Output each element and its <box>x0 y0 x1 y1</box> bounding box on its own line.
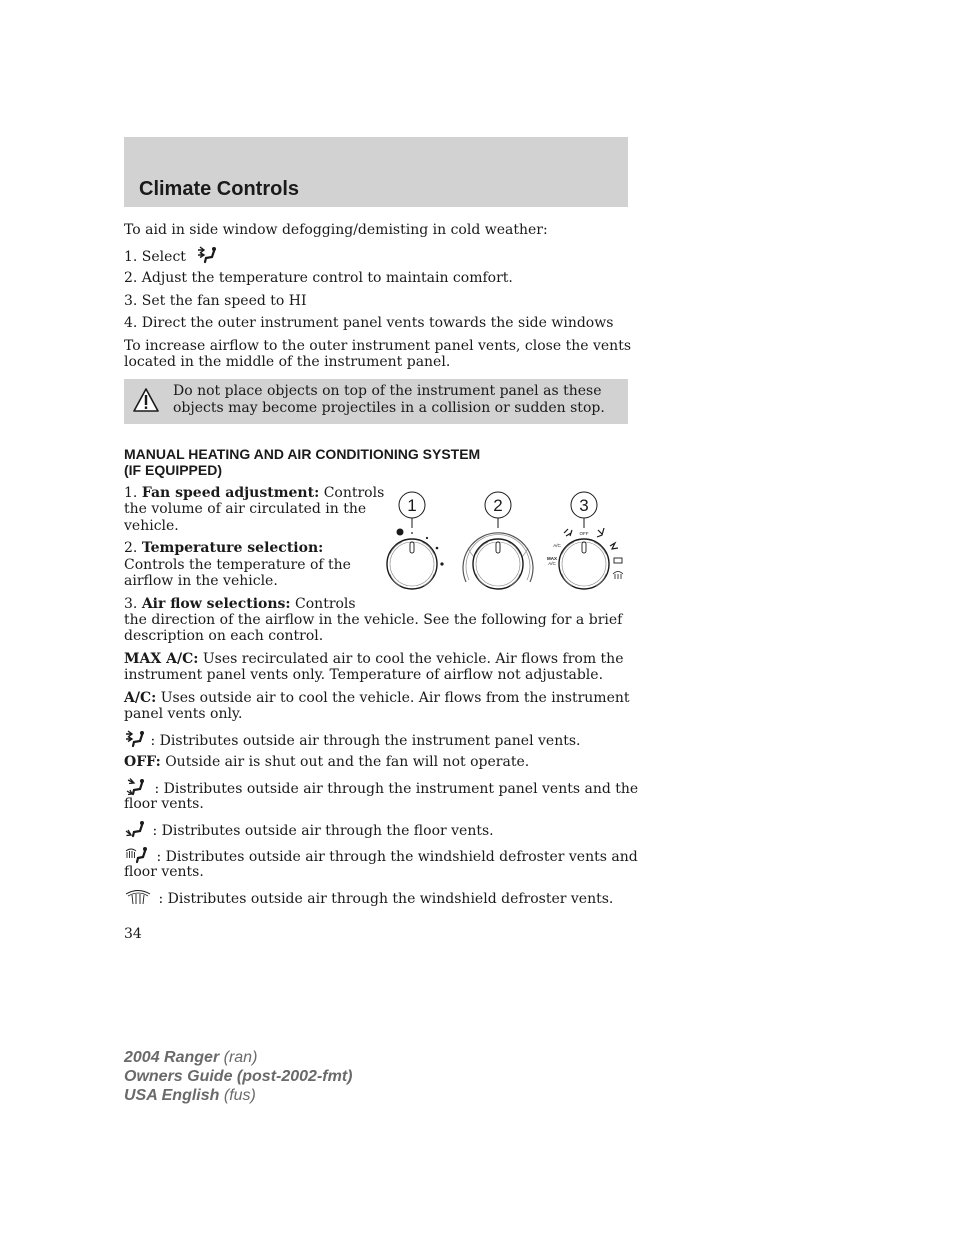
footer-line2: Owners Guide (post-2002-fmt) <box>124 1068 353 1085</box>
temp-label: Temperature selection: <box>141 540 324 556</box>
section-heading-line1: MANUAL HEATING AND AIR CONDITIONING SYSTEM <box>124 446 481 462</box>
floor-defrost-mini-icon <box>614 558 622 563</box>
floor-mini-icon <box>610 543 618 549</box>
defrost-mini-icon <box>613 572 623 580</box>
defrost-mode <box>124 888 613 910</box>
page-number: 34 <box>124 926 142 942</box>
callout-1 <box>399 492 425 528</box>
off-text: Outside air is shut out and the fan will not operate. <box>165 754 530 770</box>
fan-desc-line3: vehicle. <box>124 518 179 534</box>
max-ac-line1 <box>124 651 623 667</box>
floor-defrost-text1: : Distributes outside air through the windshield defroster vents and <box>156 849 638 865</box>
warning-line2: objects may become projectiles in a collision or sudden stop. <box>173 400 605 416</box>
callout-2 <box>485 492 511 528</box>
section-heading <box>124 446 480 478</box>
panel-mode <box>124 730 581 752</box>
page-title: Climate Controls <box>139 178 300 200</box>
fan-speed-knob[interactable] <box>387 529 444 590</box>
intro-text: To aid in side window defogging/demisting in cold weather: <box>124 222 548 238</box>
fan-label: Fan speed adjustment: <box>141 485 320 501</box>
airflow-note-line2: located in the middle of the instrument panel. <box>124 354 451 370</box>
floor-mode <box>124 820 494 842</box>
footer-line3: USA English (fus) <box>124 1087 256 1104</box>
ac-line1 <box>124 690 630 706</box>
max-ac-label: MAX A/C: <box>124 651 199 667</box>
max-ac-line2: instrument panel vents only. Temperature of airflow not adjustable. <box>124 667 604 683</box>
flow-text1: Controls <box>295 596 356 612</box>
fan-desc-line1 <box>124 485 384 501</box>
warning-triangle-icon <box>132 387 160 417</box>
off-label: OFF: <box>124 754 161 770</box>
panel-vent-mini-icon <box>564 529 572 536</box>
floor-vent-icon <box>124 820 148 842</box>
svg-text:2: 2 <box>493 496 503 515</box>
svg-text:3: 3 <box>579 496 589 515</box>
ac-label: A/C: <box>124 690 157 706</box>
flow-label: Air flow selections: <box>141 596 291 612</box>
step-3: 3. Set the fan speed to HI <box>124 293 307 309</box>
air-flow-knob[interactable] <box>547 528 623 589</box>
panel-floor-mini-icon <box>597 528 604 537</box>
svg-text:A/C: A/C <box>548 561 556 566</box>
svg-text:OFF: OFF <box>579 531 589 536</box>
svg-text:MAX: MAX <box>547 556 557 561</box>
flow-desc-line1 <box>124 596 356 612</box>
step-1 <box>124 246 218 268</box>
document-footer <box>124 1048 352 1105</box>
panel-mode-text: : Distributes outside air through the instrument panel vents. <box>150 733 581 749</box>
temp-num: 2. <box>124 540 138 556</box>
floor-defrost-line2: floor vents. <box>124 864 204 880</box>
panel-floor-line2: floor vents. <box>124 796 204 812</box>
step-4: 4. Direct the outer instrument panel vents towards the side windows <box>124 315 614 331</box>
ac-text1: Uses outside air to cool the vehicle. Air flows from the instrument <box>160 690 630 706</box>
svg-text:A/C: A/C <box>553 543 561 548</box>
flow-desc-line2: the direction of the airflow in the vehicle. See the following for a brief <box>124 612 623 628</box>
step-1-text: 1. Select <box>124 249 186 265</box>
callout-3 <box>571 492 597 528</box>
defrost-icon <box>124 888 154 910</box>
fan-text1: Controls <box>323 485 385 501</box>
floor-text: : Distributes outside air through the floor vents. <box>152 823 494 839</box>
flow-num: 3. <box>124 596 138 612</box>
panel-vent-icon <box>196 246 218 268</box>
max-ac-text1: Uses recirculated air to cool the vehicle. Air flows from the <box>202 651 624 667</box>
temp-desc-line1 <box>124 540 323 556</box>
svg-text:1: 1 <box>407 496 417 515</box>
defrost-text: : Distributes outside air through the windshield defroster vents. <box>158 891 614 907</box>
fan-desc-line2: the volume of air circulated in the <box>124 501 367 517</box>
ac-line2: panel vents only. <box>124 706 243 722</box>
panel-vent-icon <box>124 730 146 752</box>
fan-icon <box>397 529 404 536</box>
temp-desc-line2: Controls the temperature of the <box>124 557 351 573</box>
step-2: 2. Adjust the temperature control to maintain comfort. <box>124 270 513 286</box>
off-mode <box>124 754 529 770</box>
footer-line1: 2004 Ranger (ran) <box>124 1049 258 1066</box>
warning-line1: Do not place objects on top of the instrument panel as these <box>173 383 602 399</box>
fan-num: 1. <box>124 485 138 501</box>
temperature-knob[interactable] <box>463 533 533 589</box>
section-heading-line2: (IF EQUIPPED) <box>124 462 223 478</box>
panel-floor-text1: : Distributes outside air through the instrument panel vents and the <box>154 781 639 797</box>
control-panel-diagram <box>380 488 630 602</box>
flow-desc-line3: description on each control. <box>124 628 324 644</box>
temp-desc-line3: airflow in the vehicle. <box>124 573 278 589</box>
airflow-note-line1: To increase airflow to the outer instrument panel vents, close the vents <box>124 338 632 354</box>
